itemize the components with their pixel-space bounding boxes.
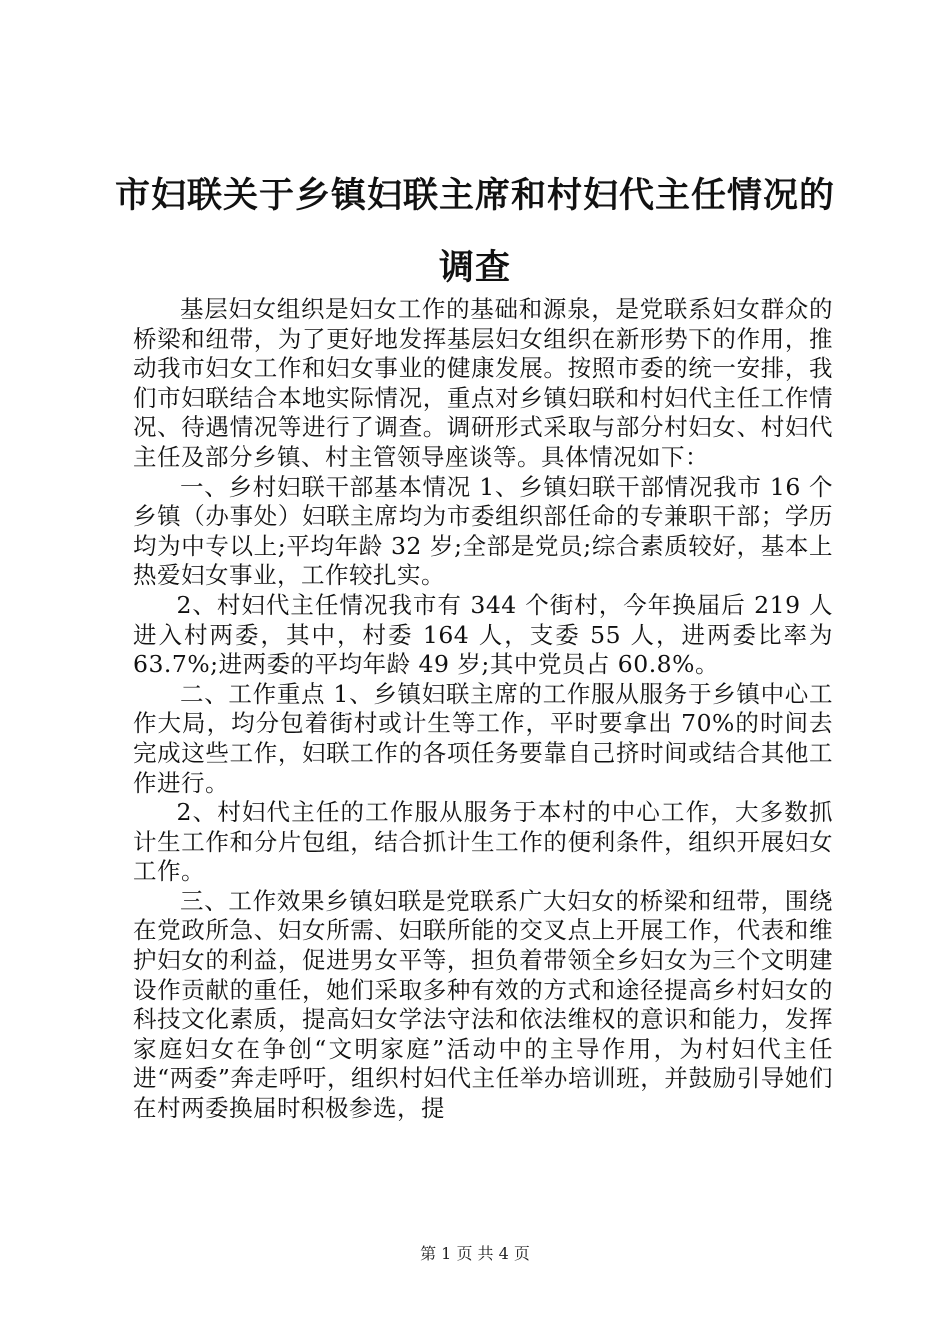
paragraph-section-1-2: 2、村妇代主任情况我市有 344 个街村，今年换届后 219 人进入村两委，其中，村委 164 人，支委 55 人，进两委比率为 63.7%;进两委的平均年龄 49 岁;其中党员占 60.8%。 bbox=[133, 590, 833, 679]
page-footer: 第 1 页 共 4 页 bbox=[420, 1244, 530, 1263]
paragraph-section-1: 一、乡村妇联干部基本情况 1、乡镇妇联干部情况我市 16 个乡镇（办事处）妇联主席均为市委组织部任命的专兼职干部；学历均为中专以上;平均年龄 32 岁;全部是党员;综合素质较好，基本上热爱妇女事业，工作较扎实。 bbox=[133, 472, 833, 590]
paragraph-intro: 基层妇女组织是妇女工作的基础和源泉，是党联系妇女群众的桥梁和纽带，为了更好地发挥基层妇女组织在新形势下的作用，推动我市妇女工作和妇女事业的健康发展。按照市委的统一安排，我们市妇联结合本地实际情况，重点对乡镇妇联和村妇代主任工作情况、待遇情况等进行了调查。调研形式采取与部分村妇女、村妇代主任及部分乡镇、村主管领导座谈等。具体情况如下： bbox=[133, 295, 833, 471]
document-body bbox=[133, 295, 833, 1124]
paragraph-section-3: 三、工作效果乡镇妇联是党联系广大妇女的桥梁和纽带，围绕在党政所急、妇女所需、妇联所能的交叉点上开展工作，代表和维护妇女的利益，促进男女平等，担负着带领全乡妇女为三个文明建设作贡献的重任，她们采取多种有效的方式和途径提高乡村妇女的科技文化素质，提高妇女学法守法和依法维权的意识和能力，发挥家庭妇女在争创“文明家庭”活动中的主导作用，为村妇代主任进“两委”奔走呼吁，组织村妇代主任举办培训班，并鼓励引导她们在村两委换届时积极参选，提 bbox=[133, 886, 833, 1123]
paragraph-section-2-2: 2、村妇代主任的工作服从服务于本村的中心工作，大多数抓计生工作和分片包组，结合抓计生工作的便利条件，组织开展妇女工作。 bbox=[133, 798, 833, 886]
paragraph-section-2: 二、工作重点 1、乡镇妇联主席的工作服从服务于乡镇中心工作大局，均分包着街村或计生等工作，平时要拿出 70%的时间去完成这些工作，妇联工作的各项任务要靠自己挤时间或结合其他工作进行。 bbox=[133, 679, 833, 797]
document-title: 市妇联关于乡镇妇联主席和村妇代主任情况的调查 bbox=[114, 176, 835, 288]
